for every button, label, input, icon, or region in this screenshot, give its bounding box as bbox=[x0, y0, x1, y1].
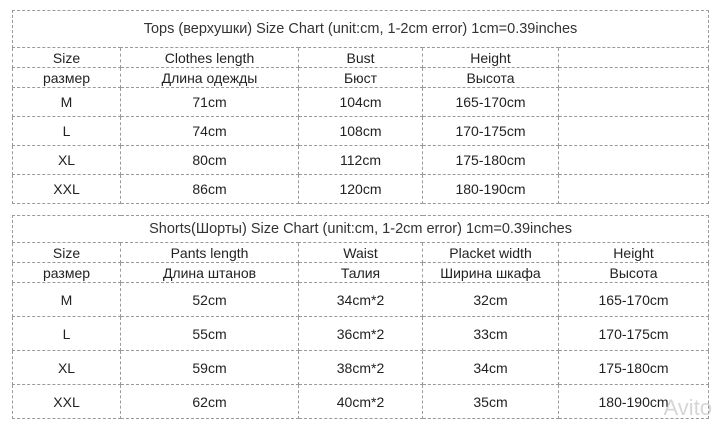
bust-cell: 120cm bbox=[299, 175, 423, 204]
tops-header-clothes-length: Clothes length bbox=[121, 48, 299, 68]
shorts-header-size-ru: размер bbox=[13, 263, 121, 283]
waist-cell: 40cm*2 bbox=[299, 385, 423, 419]
shorts-chart-title: Shorts(Шорты) Size Chart (unit:cm, 1-2cm error) 1cm=0.39inches bbox=[13, 216, 709, 243]
clothes-length-cell: 86cm bbox=[121, 175, 299, 204]
shorts-header-waist: Waist bbox=[299, 243, 423, 263]
tops-header-size-ru: размер bbox=[13, 68, 121, 88]
pants-length-cell: 59cm bbox=[121, 351, 299, 385]
empty-cell bbox=[559, 88, 709, 117]
shorts-header-waist-ru: Талия bbox=[299, 263, 423, 283]
table-row bbox=[13, 283, 709, 317]
shorts-header-pants-length: Pants length bbox=[121, 243, 299, 263]
table-row bbox=[13, 317, 709, 351]
avito-watermark: Avito bbox=[663, 395, 712, 420]
waist-cell: 36cm*2 bbox=[299, 317, 423, 351]
height-cell: 180-190cm bbox=[559, 385, 709, 419]
bust-cell: 104cm bbox=[299, 88, 423, 117]
table-row bbox=[13, 88, 709, 117]
clothes-length-cell: 80cm bbox=[121, 146, 299, 175]
table-row bbox=[13, 351, 709, 385]
height-cell: 165-170cm bbox=[423, 88, 559, 117]
placket-width-cell: 33cm bbox=[423, 317, 559, 351]
shorts-header-placket-width: Placket width bbox=[423, 243, 559, 263]
size-cell: XL bbox=[13, 351, 121, 385]
height-cell: 165-170cm bbox=[559, 283, 709, 317]
placket-width-cell: 34cm bbox=[423, 351, 559, 385]
shorts-header-pants-length-ru: Длина штанов bbox=[121, 263, 299, 283]
height-cell: 170-175cm bbox=[559, 317, 709, 351]
size-cell: L bbox=[13, 317, 121, 351]
table-row bbox=[13, 175, 709, 204]
size-cell: M bbox=[13, 283, 121, 317]
pants-length-cell: 55cm bbox=[121, 317, 299, 351]
placket-width-cell: 32cm bbox=[423, 283, 559, 317]
empty-cell bbox=[559, 175, 709, 204]
table-row bbox=[13, 146, 709, 175]
shorts-size-chart bbox=[12, 215, 709, 419]
tops-header-height: Height bbox=[423, 48, 559, 68]
tops-header-empty bbox=[559, 48, 709, 68]
shorts-header-size: Size bbox=[13, 243, 121, 263]
shorts-header-placket-width-ru: Ширина шкафа bbox=[423, 263, 559, 283]
size-cell: XXL bbox=[13, 175, 121, 204]
tops-header-clothes-length-ru: Длина одежды bbox=[121, 68, 299, 88]
tops-header-height-ru: Высота bbox=[423, 68, 559, 88]
tops-header-bust-ru: Бюст bbox=[299, 68, 423, 88]
clothes-length-cell: 74cm bbox=[121, 117, 299, 146]
height-cell: 175-180cm bbox=[423, 146, 559, 175]
bust-cell: 108cm bbox=[299, 117, 423, 146]
waist-cell: 38cm*2 bbox=[299, 351, 423, 385]
placket-width-cell: 35cm bbox=[423, 385, 559, 419]
bust-cell: 112cm bbox=[299, 146, 423, 175]
tops-header-empty-ru bbox=[559, 68, 709, 88]
shorts-header-height: Height bbox=[559, 243, 709, 263]
table-row bbox=[13, 385, 709, 419]
tops-size-chart bbox=[12, 10, 709, 204]
tops-header-size: Size bbox=[13, 48, 121, 68]
tops-header-bust: Bust bbox=[299, 48, 423, 68]
pants-length-cell: 52cm bbox=[121, 283, 299, 317]
height-cell: 175-180cm bbox=[559, 351, 709, 385]
size-cell: M bbox=[13, 88, 121, 117]
clothes-length-cell: 71cm bbox=[121, 88, 299, 117]
table-row bbox=[13, 117, 709, 146]
size-cell: XL bbox=[13, 146, 121, 175]
pants-length-cell: 62cm bbox=[121, 385, 299, 419]
empty-cell bbox=[559, 117, 709, 146]
height-cell: 180-190cm bbox=[423, 175, 559, 204]
empty-cell bbox=[559, 146, 709, 175]
size-cell: XXL bbox=[13, 385, 121, 419]
size-cell: L bbox=[13, 117, 121, 146]
shorts-header-height-ru: Высота bbox=[559, 263, 709, 283]
height-cell: 170-175cm bbox=[423, 117, 559, 146]
waist-cell: 34cm*2 bbox=[299, 283, 423, 317]
tops-chart-title: Tops (верхушки) Size Chart (unit:cm, 1-2cm error) 1cm=0.39inches bbox=[13, 11, 709, 48]
